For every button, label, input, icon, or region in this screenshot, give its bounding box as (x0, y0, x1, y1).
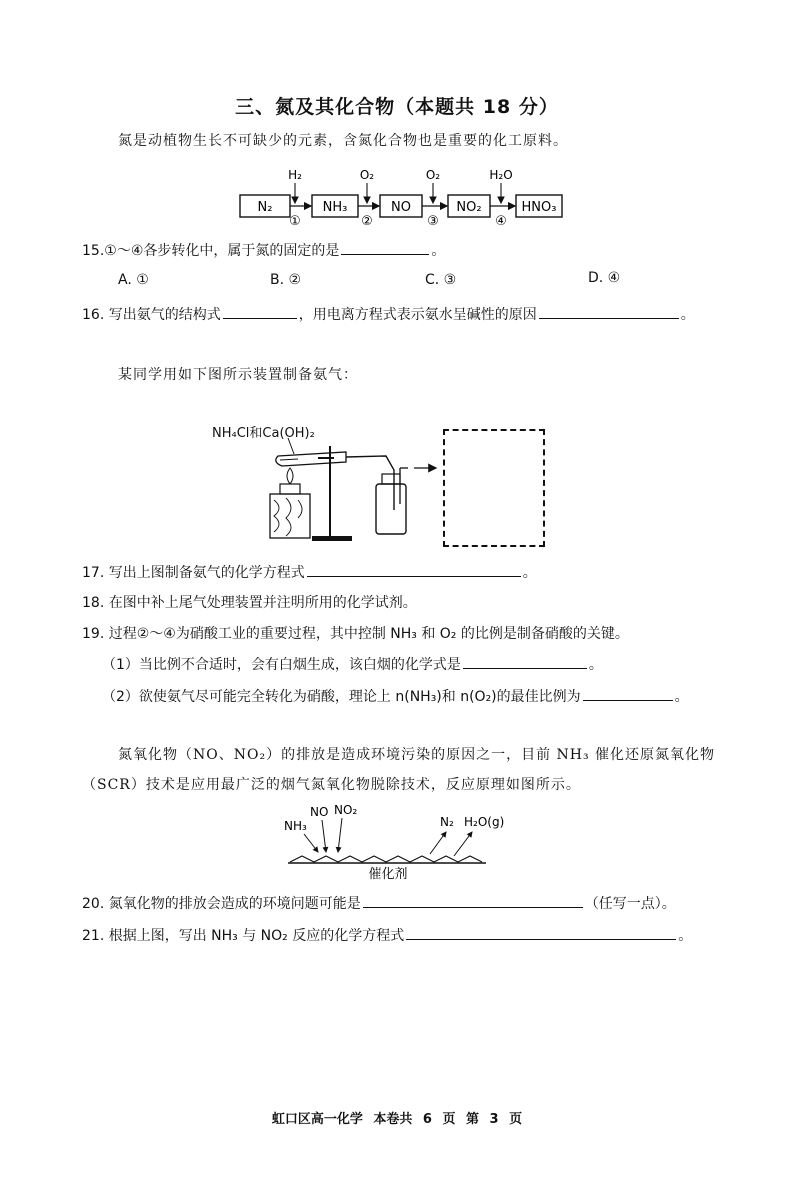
option-a[interactable]: A. ① (118, 272, 149, 288)
question-19-1-end: 。 (588, 657, 603, 673)
label-n2: N₂ (440, 815, 454, 829)
reagent-o2-b: O₂ (425, 168, 441, 182)
flow-box-hno3-text: HNO₃ (521, 200, 557, 215)
reagent-h2: H₂ (288, 168, 302, 182)
alcohol-lamp (270, 468, 310, 538)
answer-blank-15[interactable] (341, 240, 429, 255)
answer-blank-16b[interactable] (539, 304, 679, 319)
question-15-text: 15.①～④各步转化中，属于氮的固定的是 (82, 243, 340, 259)
question-21-end: 。 (678, 928, 693, 944)
step-2: ② (361, 214, 373, 229)
question-21-text: 21. 根据上图，写出 NH₃ 与 NO₂ 反应的化学方程式 (82, 928, 405, 944)
option-c[interactable]: C. ③ (425, 272, 457, 288)
step-4: ④ (495, 214, 507, 229)
question-17-end: 。 (522, 565, 537, 581)
question-21 (82, 925, 692, 945)
answer-blank-19-1[interactable] (463, 654, 587, 669)
option-b[interactable]: B. ② (270, 272, 302, 288)
question-17 (82, 562, 537, 582)
question-19-2-end: 。 (674, 689, 689, 705)
test-tube (276, 452, 346, 466)
arrow-no2-in (338, 818, 342, 852)
question-16-end: 。 (680, 307, 695, 323)
flow-box-nh3-text: NH₃ (322, 200, 348, 215)
tail-gas-drawing-area[interactable] (443, 429, 545, 547)
question-20-tail: （任写一点）。 (584, 896, 676, 912)
arrow-h2o-out (454, 832, 472, 856)
label-no2: NO₂ (334, 803, 358, 817)
option-d[interactable]: D. ④ (588, 270, 621, 286)
scr-intro-line2: （SCR）技术是应用最广泛的烟气氮氧化物脱除技术，反应原理如图所示。 (82, 777, 581, 793)
intro-paragraph: 氮是动植物生长不可缺少的元素，含氮化合物也是重要的化工原料。 (118, 133, 568, 149)
arrow-no-in (322, 820, 326, 852)
section-title: 三、氮及其化合物（本题共 18 分） (235, 96, 559, 118)
question-16-part2: ，用电离方程式表示氨水呈碱性的原因 (298, 307, 537, 323)
answer-blank-19-2[interactable] (583, 686, 673, 701)
nitrogen-conversion-flow (230, 165, 570, 227)
question-17-text: 17. 写出上图制备氨气的化学方程式 (82, 565, 305, 581)
question-19-2 (102, 686, 689, 706)
reagent-o2-a: O₂ (359, 168, 375, 182)
label-no: NO (310, 805, 329, 819)
label-nh3: NH₃ (284, 819, 307, 833)
question-19-1-text: （1）当比例不合适时，会有白烟生成，该白烟的化学式是 (102, 657, 461, 673)
question-16-part1: 16. 写出氨气的结构式 (82, 307, 221, 323)
question-19-2-text: （2）欲使氨气尽可能完全转化为硝酸，理论上 n(NH₃)和 n(O₂)的最佳比例为 (102, 689, 581, 705)
step-3: ③ (427, 214, 439, 229)
flow-box-n2-text: N₂ (257, 200, 273, 215)
label-pointer (288, 438, 294, 454)
delivery-tube (346, 456, 394, 510)
answer-blank-17[interactable] (307, 562, 521, 577)
scr-intro-line1: 氮氧化物（NO、NO₂）的排放是造成环境污染的原因之一，目前 NH₃ 催化还原氮氧化物 (118, 747, 716, 763)
flow-box-no-text: NO (391, 200, 411, 215)
answer-blank-16a[interactable] (223, 304, 297, 319)
question-15-end: 。 (431, 243, 446, 259)
question-19: 19. 过程②～④为硝酸工业的重要过程，其中控制 NH₃ 和 O₂ 的比例是制备硝酸的关键。 (82, 626, 629, 642)
step-1: ① (289, 214, 301, 229)
question-19-1 (102, 654, 603, 674)
question-20 (82, 893, 676, 913)
scr-reaction-diagram (282, 800, 505, 882)
question-15 (82, 240, 445, 260)
arrow-nh3-in (304, 834, 318, 852)
reagent-label: NH₄Cl和Ca(OH)₂ (212, 426, 315, 441)
flow-box-no2-text: NO₂ (456, 200, 482, 215)
arrow-n2-out (430, 832, 446, 854)
lab-intro: 某同学用如下图所示装置制备氨气： (118, 367, 358, 383)
answer-blank-20[interactable] (363, 893, 583, 908)
question-16 (82, 304, 695, 324)
catalyst-surface (290, 856, 482, 862)
answer-blank-21[interactable] (406, 925, 676, 940)
question-20-text: 20. 氮氧化物的排放会造成的环境问题可能是 (82, 896, 361, 912)
question-18: 18. 在图中补上尾气处理装置并注明所用的化学试剂。 (82, 595, 417, 611)
reagent-h2o: H₂O (489, 168, 513, 182)
page-footer: 虹口区高一化学 本卷共 6 页 第 3 页 (271, 1112, 523, 1127)
label-h2o: H₂O(g) (464, 815, 505, 829)
catalyst-label: 催化剂 (368, 867, 408, 882)
collecting-bottle (376, 468, 408, 534)
ammonia-apparatus (258, 432, 448, 544)
